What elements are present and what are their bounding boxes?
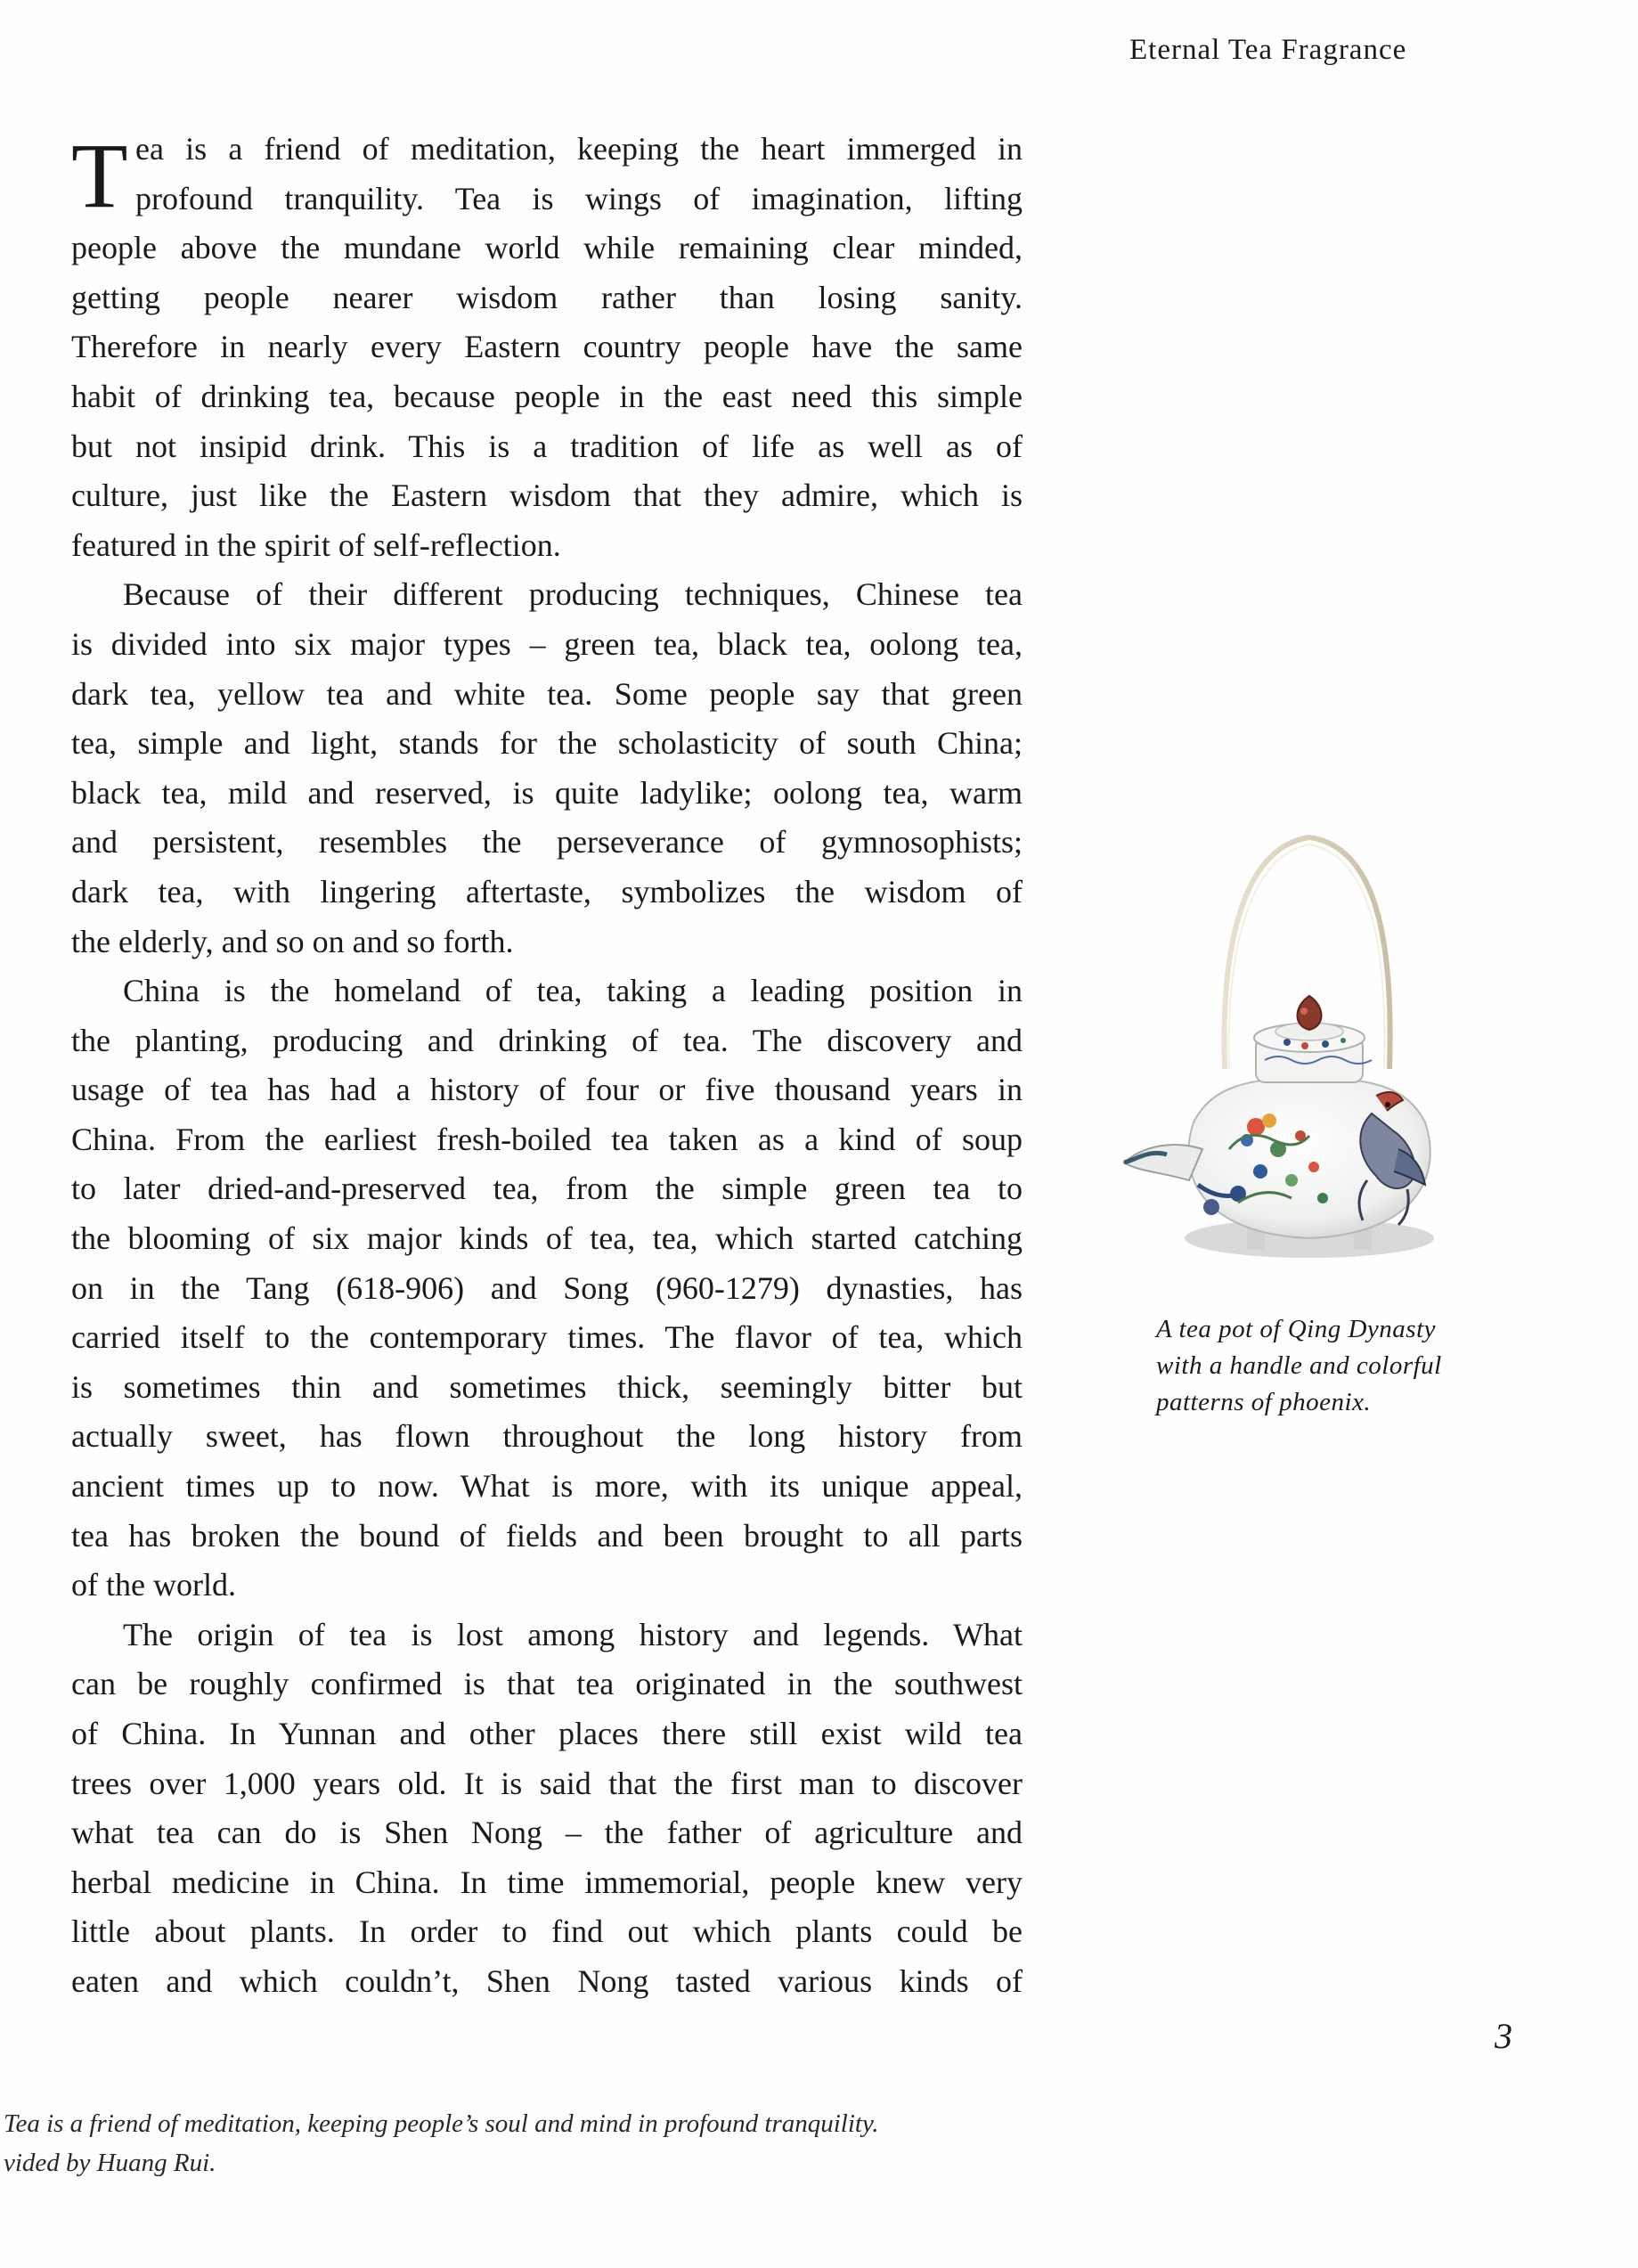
text-line: people above the mundane world while remaining clear minded,: [71, 230, 1023, 266]
teapot-illustration: [1104, 828, 1496, 1292]
body-text: [71, 125, 1023, 2007]
text-line: getting people nearer wisdom rather than losing sanity.: [71, 279, 1023, 315]
figure-caption: [1156, 1311, 1530, 1421]
text-line: is divided into six major types – green tea, black tea, oolong tea,: [71, 625, 1023, 662]
text-line: the elderly, and so on and so forth.: [71, 923, 514, 959]
text-line: featured in the spirit of self-reflection.: [71, 526, 561, 563]
paragraph-3: [71, 967, 1023, 1611]
text-line: to later dried-and-preserved tea, from the simple green tea to: [71, 1171, 1023, 1207]
caption-line: A tea pot of Qing Dynasty: [1156, 1315, 1437, 1343]
caption-line: with a handle and colorful: [1156, 1351, 1442, 1380]
text-line: the blooming of six major kinds of tea, tea, which started catching: [71, 1220, 1023, 1257]
text-line: carried itself to the contemporary times. The flavor of tea, which: [71, 1319, 1023, 1356]
text-line: ancient times up to now. What is more, with its unique appeal,: [71, 1468, 1023, 1505]
text-line: tea has broken the bound of fields and been brought to all parts: [71, 1517, 1023, 1554]
text-line: actually sweet, has flown throughout the long history from: [71, 1418, 1023, 1455]
text-line: China. From the earliest fresh-boiled tea taken as a kind of soup: [71, 1121, 1023, 1157]
caption-line: Tea is a friend of meditation, keeping people’s soul and mind in profound tranquility.: [4, 2109, 879, 2138]
text-line: what tea can do is Shen Nong – the father of agriculture and: [71, 1815, 1023, 1851]
caption-line: patterns of phoenix.: [1156, 1388, 1372, 1416]
text-line: is sometimes thin and sometimes thick, seemingly bitter but: [71, 1368, 1023, 1405]
text-line: little about plants. In order to find out which plants could be: [71, 1913, 1023, 1950]
paragraph-1: [71, 125, 1023, 570]
text-line: herbal medicine in China. In time immemorial, people knew very: [71, 1864, 1023, 1900]
text-line: trees over 1,000 years old. It is said that the first man to discover: [71, 1765, 1023, 1801]
text-line: can be roughly confirmed is that tea originated in the southwest: [71, 1666, 1023, 1702]
text-line: black tea, mild and reserved, is quite ladylike; oolong tea, warm: [71, 774, 1023, 811]
text-line: of the world.: [71, 1567, 236, 1603]
text-line: habit of drinking tea, because people in the east need this simple: [71, 378, 1023, 414]
text-line: culture, just like the Eastern wisdom that they admire, which is: [71, 477, 1023, 514]
text-line: tea, simple and light, stands for the scholasticity of south China;: [71, 725, 1023, 762]
text-line: of China. In Yunnan and other places there still exist wild tea: [71, 1716, 1023, 1751]
text-line: eaten and which couldn’t, Shen Nong tasted various kinds of: [71, 1962, 1023, 1999]
paragraph-2: [71, 570, 1023, 967]
paragraph-4: [71, 1611, 1023, 2007]
text-line: the planting, producing and drinking of tea. The discovery and: [71, 1022, 1023, 1058]
text-line: but not insipid drink. This is a tradition of life as well as of: [71, 428, 1023, 464]
text-line: dark tea, yellow tea and white tea. Some people say that green: [71, 675, 1023, 712]
text-line: The origin of tea is lost among history and legends. What: [123, 1616, 1023, 1652]
running-head: Eternal Tea Fragrance: [1129, 34, 1407, 66]
drop-cap: T: [71, 125, 128, 227]
text-line: ea is a friend of meditation, keeping the heart immerged in: [135, 131, 1023, 167]
text-line: profound tranquility. Tea is wings of imagination, lifting: [135, 180, 1023, 216]
bottom-caption: [4, 2104, 879, 2182]
text-line: China is the homeland of tea, taking a leading position in: [123, 973, 1023, 1009]
text-line: Therefore in nearly every Eastern country people have the same: [71, 329, 1023, 365]
page-number: 3: [1495, 2016, 1512, 2056]
caption-line: vided by Huang Rui.: [4, 2149, 216, 2177]
text-line: and persistent, resembles the perseverance of gymnosophists;: [71, 824, 1023, 861]
text-line: on in the Tang (618-906) and Song (960-1279) dynasties, has: [71, 1269, 1023, 1306]
text-line: usage of tea has had a history of four or five thousand years in: [71, 1072, 1023, 1108]
text-line: Because of their different producing techniques, Chinese tea: [123, 576, 1023, 613]
text-line: dark tea, with lingering aftertaste, symbolizes the wisdom of: [71, 873, 1023, 910]
